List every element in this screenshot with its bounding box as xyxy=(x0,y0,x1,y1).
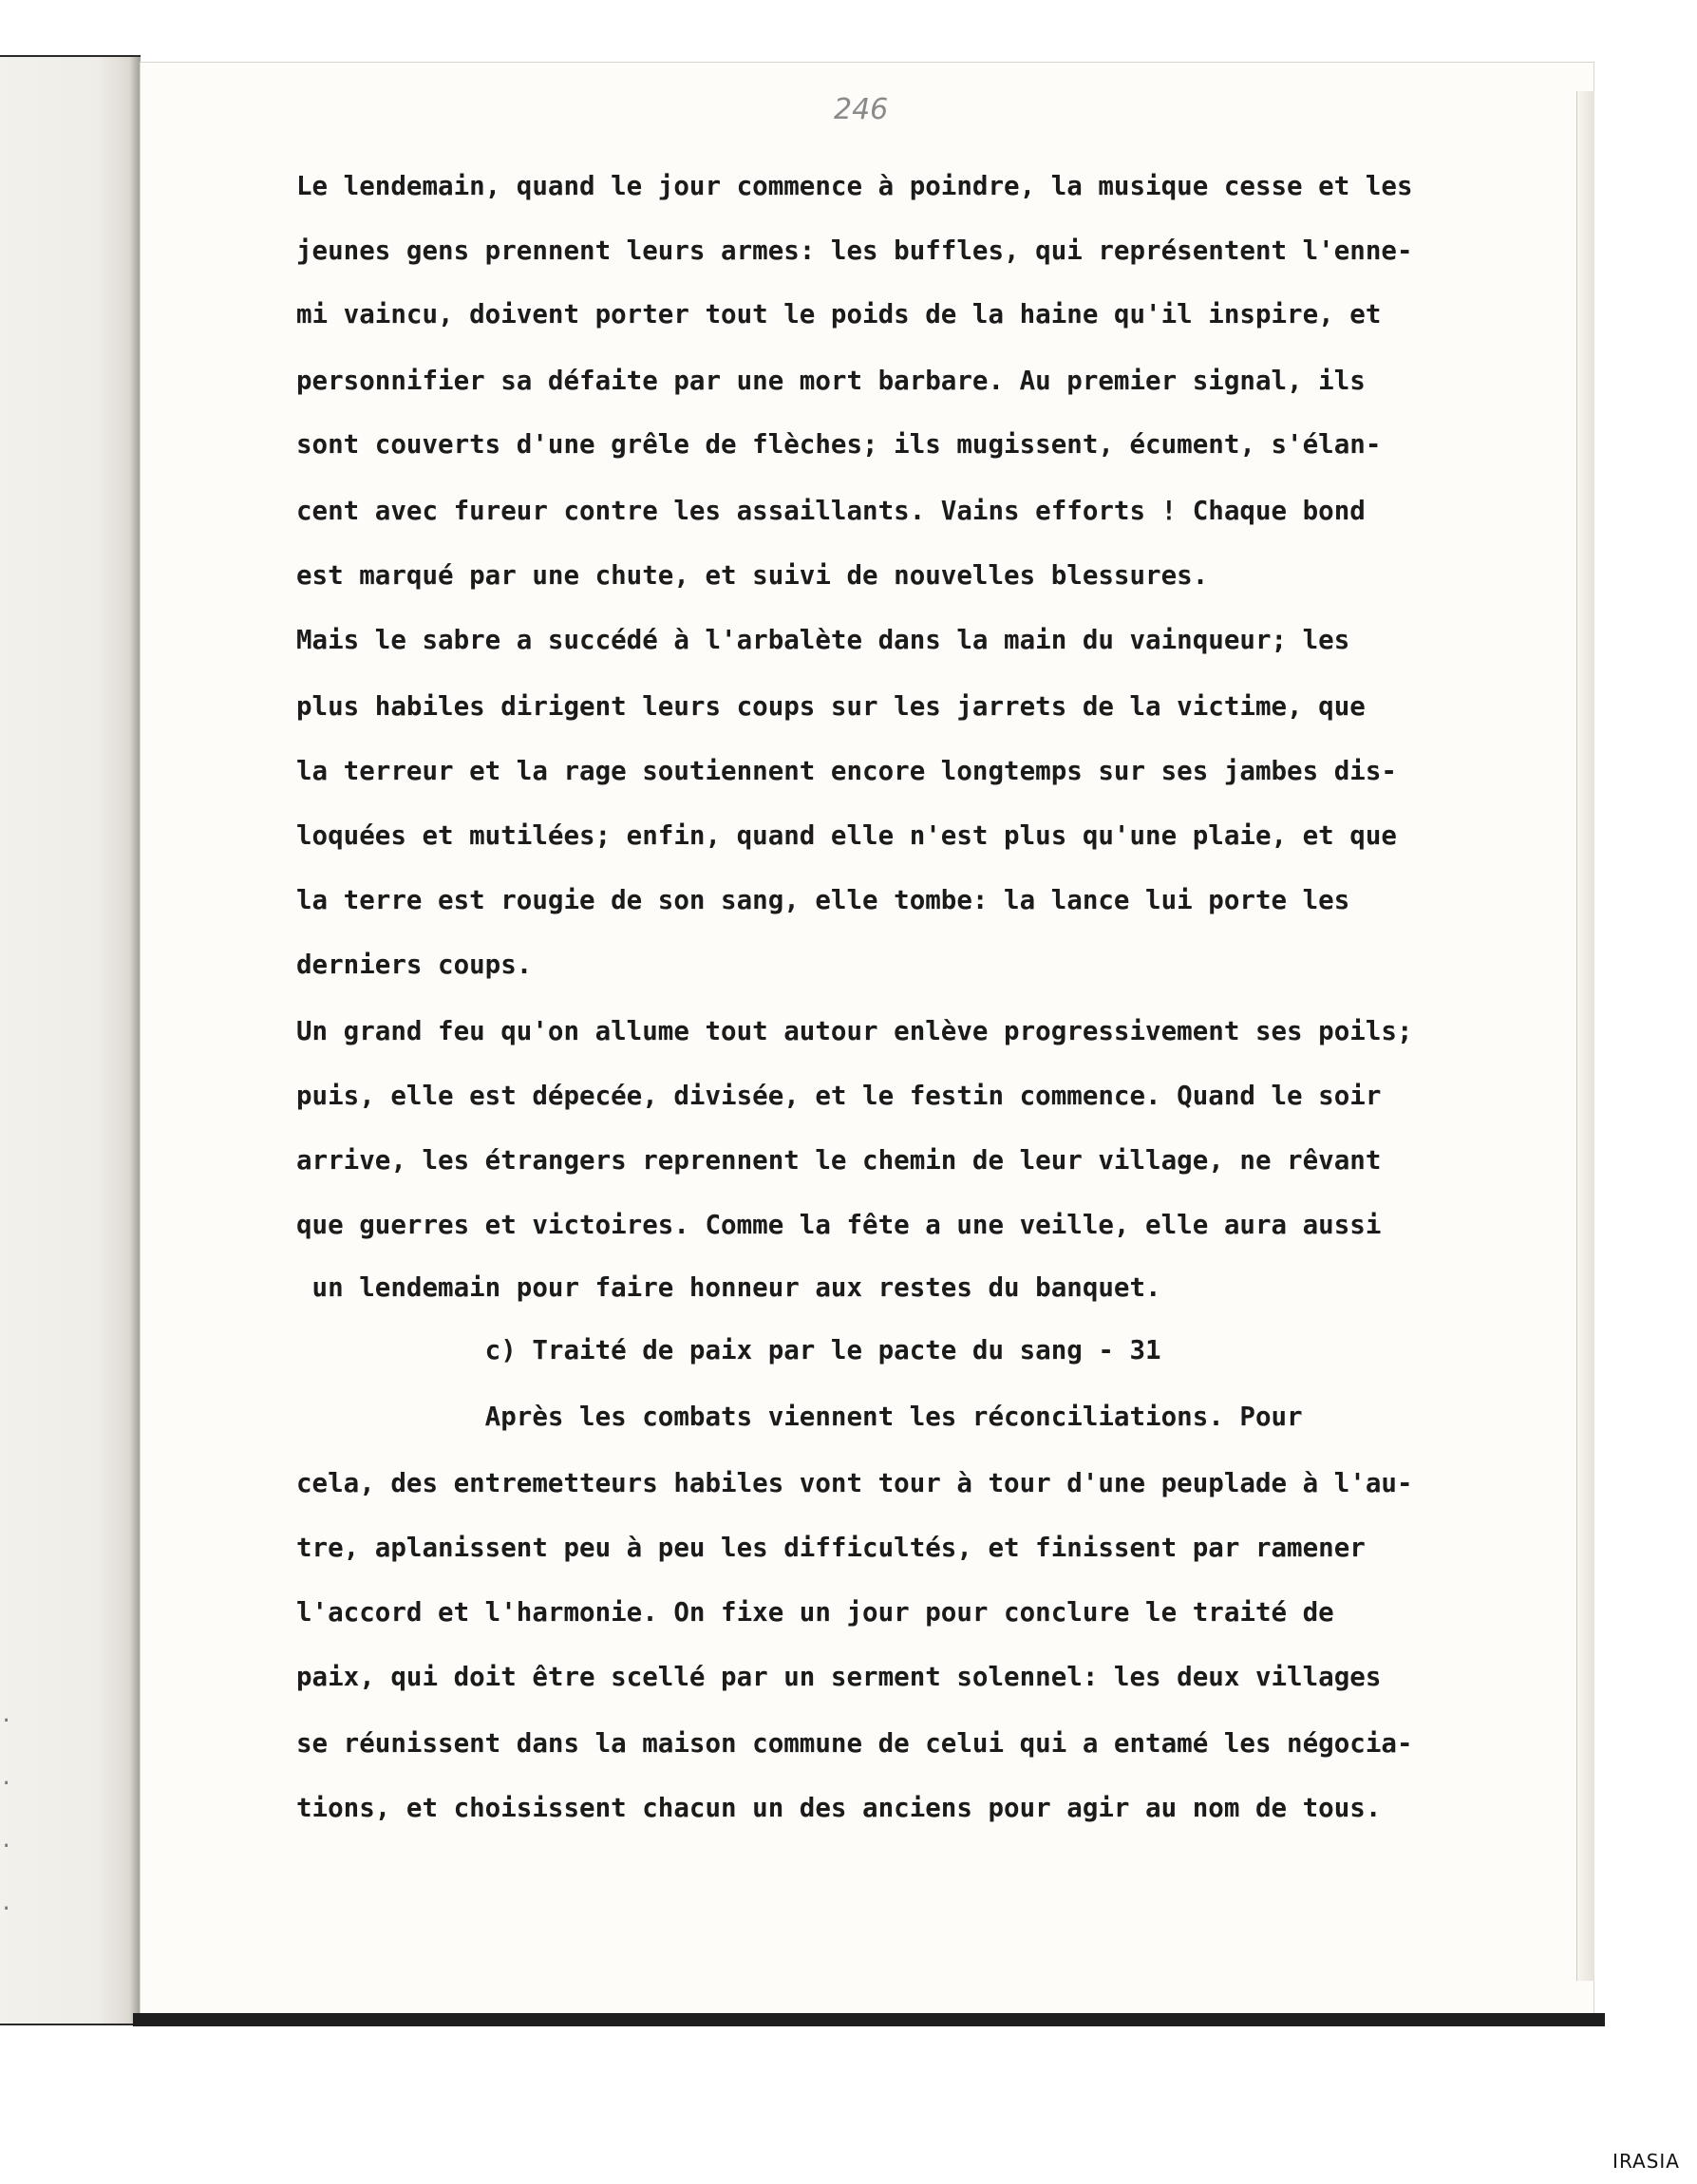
margin-mark: · xyxy=(0,1772,13,1796)
watermark: IRASIA xyxy=(1612,2150,1680,2173)
text-line: se réunissent dans la maison commune de celui qui a entamé les négocia- xyxy=(296,1728,1413,1759)
margin-marks xyxy=(0,1690,19,1941)
page-edge xyxy=(1576,91,1594,1981)
text-line: est marqué par une chute, et suivi de nouvelles blessures. xyxy=(296,560,1209,591)
text-line: la terreur et la rage soutiennent encore longtemps sur ses jambes dis- xyxy=(296,756,1397,786)
text-line: jeunes gens prennent leurs armes: les buffles, qui représentent l'enne- xyxy=(296,235,1413,266)
text-line: mi vaincu, doivent porter tout le poids de la haine qu'il inspire, et xyxy=(296,299,1382,329)
text-line: Un grand feu qu'on allume tout autour enlève progressivement ses poils; xyxy=(296,1016,1413,1046)
text-line: derniers coups. xyxy=(296,950,533,980)
text-line: un lendemain pour faire honneur aux restes du banquet. xyxy=(296,1272,1161,1303)
text-line: tions, et choisissent chacun un des anciens pour agir au nom de tous. xyxy=(296,1793,1382,1823)
left-page xyxy=(0,55,141,2025)
text-line: Mais le sabre a succédé à l'arbalète dans la main du vainqueur; les xyxy=(296,625,1350,655)
text-line: que guerres et victoires. Comme la fête a une veille, elle aura aussi xyxy=(296,1210,1382,1240)
margin-mark: · xyxy=(0,1897,13,1921)
text-line: tre, aplanissent peu à peu les difficultés, et finissent par ramener xyxy=(296,1533,1366,1563)
binding-edge xyxy=(133,2013,1605,2026)
text-line: c) Traité de paix par le pacte du sang - 31 xyxy=(296,1335,1161,1365)
text-line: sont couverts d'une grêle de flèches; ils mugissent, écument, s'élan- xyxy=(296,429,1382,460)
text-line: loquées et mutilées; enfin, quand elle n'est plus qu'une plaie, et que xyxy=(296,820,1397,851)
text-line: cent avec fureur contre les assaillants. Vains efforts ! Chaque bond xyxy=(296,496,1366,526)
margin-mark: · xyxy=(0,1709,13,1733)
text-line: arrive, les étrangers reprennent le chemin de leur village, ne rêvant xyxy=(296,1145,1382,1176)
text-line: plus habiles dirigent leurs coups sur les jarrets de la victime, que xyxy=(296,691,1366,722)
text-line: personnifier sa défaite par une mort barbare. Au premier signal, ils xyxy=(296,366,1366,396)
text-line: la terre est rougie de son sang, elle tombe: la lance lui porte les xyxy=(296,885,1350,915)
text-line: cela, des entremetteurs habiles vont tour à tour d'une peuplade à l'au- xyxy=(296,1468,1413,1498)
margin-mark: · xyxy=(0,1835,13,1858)
text-line: paix, qui doit être scellé par un serment solennel: les deux villages xyxy=(296,1662,1382,1692)
text-line: Après les combats viennent les réconciliations. Pour xyxy=(296,1402,1303,1432)
page-number: 246 xyxy=(834,93,889,126)
text-line: l'accord et l'harmonie. On fixe un jour pour conclure le traité de xyxy=(296,1597,1334,1628)
text-line: puis, elle est dépecée, divisée, et le festin commence. Quand le soir xyxy=(296,1081,1382,1111)
text-line: Le lendemain, quand le jour commence à poindre, la musique cesse et les xyxy=(296,171,1413,201)
